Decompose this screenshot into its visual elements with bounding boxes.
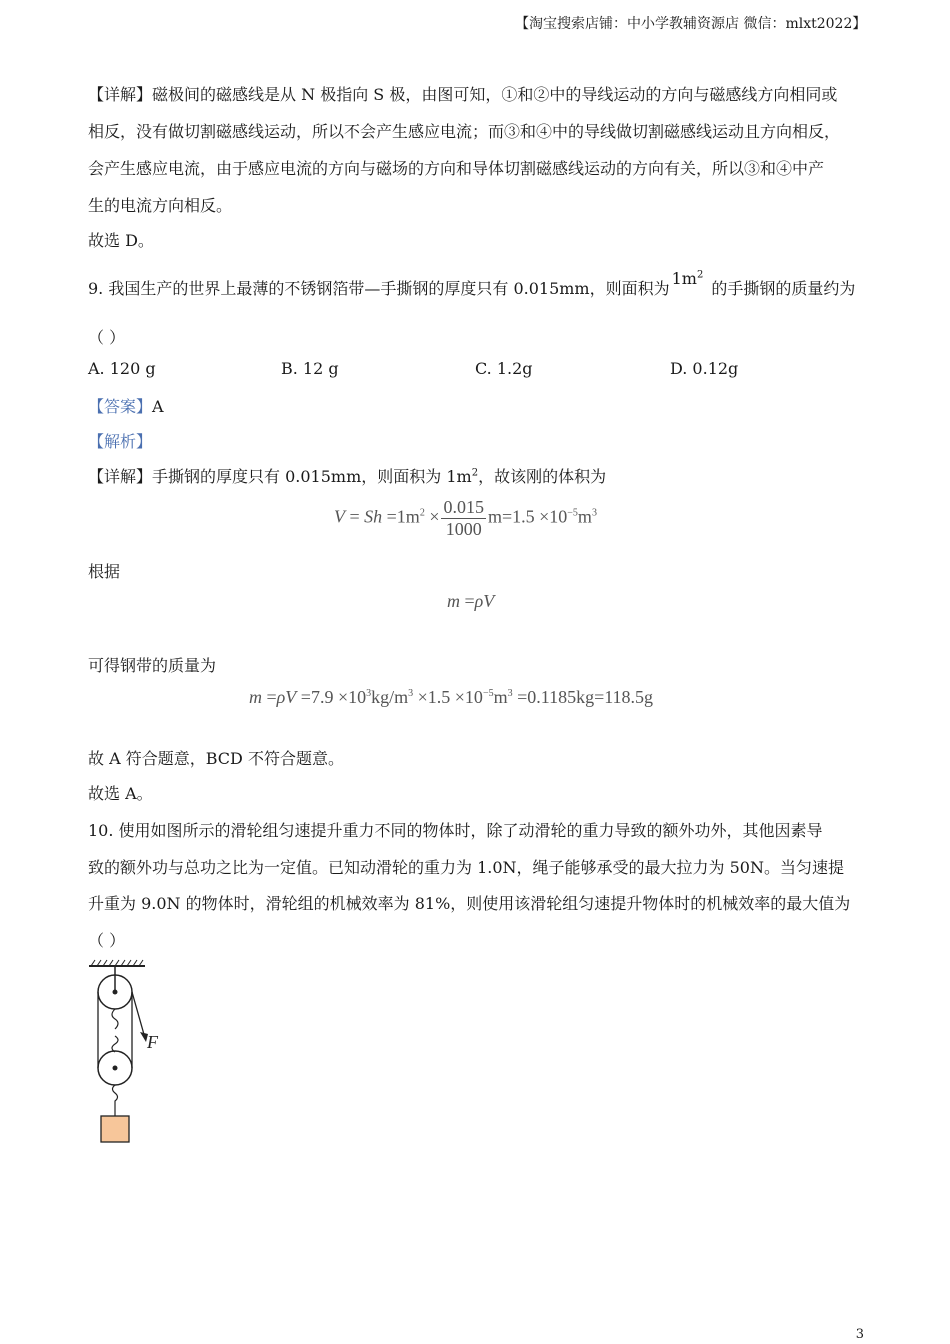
formula-mass-part2: kg/m xyxy=(371,687,409,707)
formula-volume-eq: = xyxy=(345,506,360,527)
formula-mass-exp4: 3 xyxy=(507,688,513,699)
pulley-diagram xyxy=(85,958,175,1148)
q9-option-b: B. 12 g xyxy=(281,359,339,378)
q9-option-d: D. 0.12g xyxy=(670,359,739,378)
q8-detail-text-1: 磁极间的磁感线是从 N 极指向 S 极，由图可知，①和②中的导线运动的方向与磁感线方向相同或 xyxy=(152,85,838,104)
q9-blank: （ ） xyxy=(88,328,126,347)
fraction-denominator: 1000 xyxy=(445,519,482,539)
q9-stem-area xyxy=(672,269,704,288)
formula-mass-part5: =0.1185kg=118.5g xyxy=(512,687,654,707)
q9-answer xyxy=(88,394,164,417)
formula-mass-exp3: −5 xyxy=(482,688,494,699)
formula-mass-part4: m xyxy=(493,687,508,707)
formula-mass-exp2: 3 xyxy=(408,688,414,699)
q9-detail xyxy=(88,464,606,487)
formula-volume-lhs: V xyxy=(334,506,345,527)
formula-volume-unit: m xyxy=(577,506,592,527)
formula-volume-sh: Sh xyxy=(364,506,383,527)
formula-density-m: m xyxy=(447,591,460,611)
formula-volume-area-exp: 2 xyxy=(419,507,425,519)
q9-stem xyxy=(88,269,856,299)
load-hook xyxy=(113,1085,118,1116)
formula-volume-times: × xyxy=(424,506,440,527)
q8-conclusion: 故选 D。 xyxy=(88,231,154,250)
q8-detail-line-3: 会产生感应电流，由于感应电流的方向与磁场的方向和导体切割磁感线运动的方向有关，所以③和④中产 xyxy=(88,159,825,178)
formula-volume-area: =1m xyxy=(382,506,420,527)
formula-volume-unit-exp: 3 xyxy=(591,507,597,519)
fraction-numerator: 0.015 xyxy=(443,497,484,517)
connecting-hook xyxy=(112,1009,118,1029)
page-header: 【淘宝搜索店铺：中小学教辅资源店 微信：mlxt2022】 xyxy=(515,16,867,32)
q9-answer-tag: 【答案】 xyxy=(88,397,153,416)
movable-pulley-axle xyxy=(113,1066,118,1071)
q9-option-c: C. 1.2g xyxy=(475,359,533,378)
formula-volume-rhs: m=1.5 ×10 xyxy=(487,506,568,527)
formula-mass xyxy=(249,687,653,708)
q10-stem-line-1: 10. 使用如图所示的滑轮组匀速提升重力不同的物体时，除了动滑轮的重力导致的额外功外，其他因素导 xyxy=(88,821,823,840)
formula-mass-m: m xyxy=(249,687,262,707)
pull-rope xyxy=(132,992,145,1038)
q8-detail-tag: 【详解】 xyxy=(88,85,153,104)
formula-mass-part3: ×1.5 ×10 xyxy=(413,687,483,707)
q9-answer-value: A xyxy=(152,397,164,416)
q10-blank: （ ） xyxy=(88,931,126,950)
q10-stem-line-3: 升重为 9.0N 的物体时，滑轮组的机械效率为 81%，则使用该滑轮组匀速提升物体时的机械效率的最大值为 xyxy=(88,894,851,913)
q9-stem-area-base: 1m xyxy=(671,269,697,288)
formula-mass-rhov: ρV xyxy=(276,687,297,707)
q8-detail-line-4: 生的电流方向相反。 xyxy=(88,196,233,215)
page-number: 3 xyxy=(855,1327,864,1342)
force-label: F xyxy=(147,1032,158,1052)
q9-conclusion-2: 故选 A。 xyxy=(88,784,153,803)
q9-basis: 根据 xyxy=(88,562,121,581)
q9-stem-area-exp: 2 xyxy=(696,269,704,281)
formula-density-eq: = xyxy=(460,591,475,611)
formula-volume xyxy=(334,497,597,540)
formula-volume-fraction xyxy=(441,497,486,540)
formula-mass-exp1: 3 xyxy=(366,688,372,699)
formula-mass-part1: =7.9 ×10 xyxy=(296,687,367,707)
q9-stem-prefix: 9. 我国生产的世界上最薄的不锈钢箔带—手撕钢的厚度只有 0.015mm，则面积为 xyxy=(88,279,670,298)
q9-detail-text: 手撕钢的厚度只有 0.015mm，则面积为 1m xyxy=(152,467,472,486)
movable-pulley-hook xyxy=(112,1036,118,1052)
formula-density xyxy=(447,591,494,612)
formula-density-rhov: ρV xyxy=(474,591,495,611)
formula-mass-eq: = xyxy=(262,687,277,707)
q9-analysis-tag: 【解析】 xyxy=(88,432,153,451)
q9-detail-exp: 2 xyxy=(471,467,479,479)
q9-stem-suffix: 的手撕钢的质量约为 xyxy=(711,279,856,298)
q8-detail-line-1 xyxy=(88,82,837,105)
q9-detail-tag: 【详解】 xyxy=(88,467,153,486)
fixed-pulley-axle xyxy=(113,990,118,995)
q9-mass-intro: 可得钢带的质量为 xyxy=(88,656,217,675)
q8-detail-line-2: 相反，没有做切割磁感线运动，所以不会产生感应电流；而③和④中的导线做切割磁感线运动且方向相反， xyxy=(88,122,841,141)
load-block xyxy=(101,1116,129,1142)
q9-conclusion-1: 故 A 符合题意，BCD 不符合题意。 xyxy=(88,749,344,768)
q10-stem-line-2: 致的额外功与总功之比为一定值。已知动滑轮的重力为 1.0N，绳子能够承受的最大拉力为 50N。当匀速提 xyxy=(88,858,844,877)
q9-option-a: A. 120 g xyxy=(88,359,156,378)
q9-detail-text2: ，故该刚的体积为 xyxy=(478,467,607,486)
formula-volume-rhs-exp: −5 xyxy=(567,507,578,519)
